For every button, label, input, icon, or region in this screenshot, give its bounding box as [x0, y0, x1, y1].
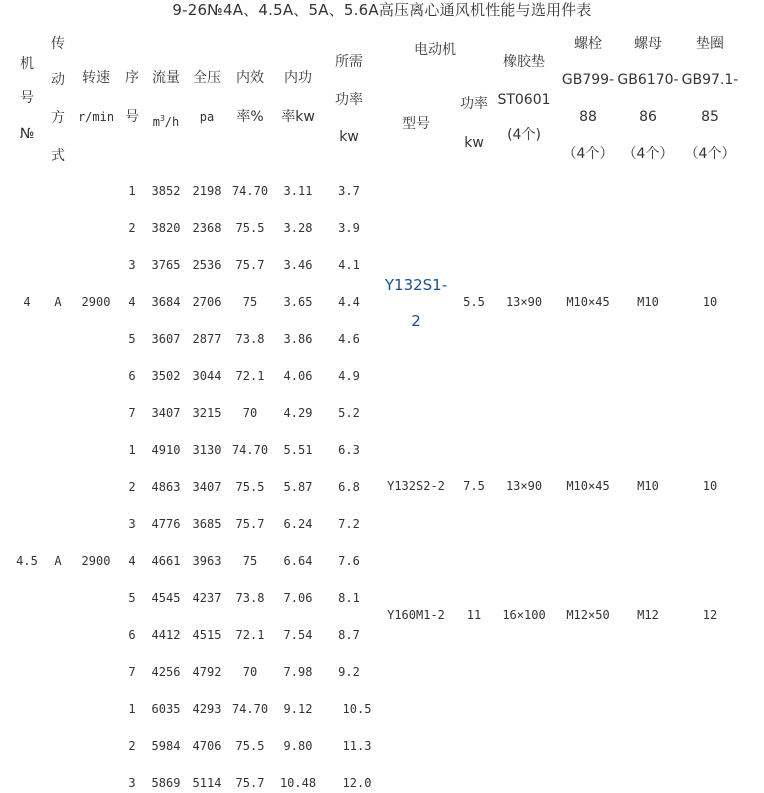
row-required-power: 10.5 [342, 702, 372, 716]
group-machine-no: 4 [23, 295, 31, 309]
motor-washer: 12 [702, 608, 718, 622]
header-pressure: 全压 [193, 70, 221, 86]
row-required-power: 4.4 [338, 295, 360, 309]
motor-rubber-pad: 13×90 [505, 479, 543, 493]
group-speed: 2900 [81, 295, 111, 309]
header-rubber-pad-0: 橡胶垫 [503, 54, 545, 70]
header-efficiency-1: 率% [236, 109, 264, 125]
motor-rubber-pad: 13×90 [505, 295, 543, 309]
motor-washer: 10 [702, 295, 718, 309]
header-washer-3: （4个） [684, 146, 736, 162]
row-efficiency: 70 [242, 665, 258, 679]
header-inner-power-1: 率kw [281, 109, 315, 125]
header-rubber-pad-1: ST0601 [497, 92, 551, 108]
header-efficiency-0: 内效 [236, 70, 264, 86]
row-seq: 2 [128, 480, 136, 494]
header-required-power-0: 所需 [335, 54, 363, 70]
header-nut-1: GB6170- [617, 72, 679, 88]
row-pressure: 2368 [192, 221, 222, 235]
table-title: 9-26№4A、4.5A、5A、5.6A高压离心通风机性能与选用件表 [172, 1, 592, 19]
row-pressure: 4515 [192, 628, 222, 642]
header-seq-1: 号 [125, 109, 139, 125]
header-motor-model: 型号 [402, 116, 430, 132]
row-required-power: 4.9 [338, 369, 360, 383]
row-efficiency: 75.7 [235, 517, 265, 531]
row-flow: 3852 [151, 184, 181, 198]
row-seq: 7 [128, 665, 136, 679]
row-required-power: 11.3 [342, 739, 372, 753]
row-required-power: 6.3 [338, 443, 360, 457]
row-pressure: 3215 [192, 406, 222, 420]
header-nut-3: （4个） [622, 146, 674, 162]
header-drive-mode-1: 动 [51, 72, 65, 88]
motor-power: 7.5 [463, 479, 485, 493]
row-flow: 3765 [151, 258, 181, 272]
motor-model: Y160M1-2 [387, 608, 445, 622]
row-flow: 5869 [151, 776, 181, 790]
row-inner-power: 7.06 [283, 591, 313, 605]
motor-nut: M10 [637, 479, 659, 493]
row-inner-power: 6.24 [283, 517, 313, 531]
row-inner-power: 3.11 [283, 184, 313, 198]
row-inner-power: 5.51 [283, 443, 313, 457]
row-seq: 7 [128, 406, 136, 420]
row-pressure: 4237 [192, 591, 222, 605]
row-inner-power: 3.86 [283, 332, 313, 346]
header-flow-unit: $m^3/h$ [152, 114, 180, 129]
header-speed: 转速 [82, 70, 110, 86]
row-pressure: 4706 [192, 739, 222, 753]
header-nut-0: 螺母 [634, 36, 662, 52]
row-pressure: 3044 [192, 369, 222, 383]
row-required-power: 6.8 [338, 480, 360, 494]
row-inner-power: 4.06 [283, 369, 313, 383]
row-flow: 3820 [151, 221, 181, 235]
row-flow: 4412 [151, 628, 181, 642]
header-machine-no-2: № [19, 126, 35, 142]
motor-bolt: M10×45 [566, 295, 610, 309]
row-required-power: 3.9 [338, 221, 360, 235]
row-flow: 3607 [151, 332, 181, 346]
header-required-power-1: 功率 [335, 92, 363, 108]
row-efficiency: 75.7 [235, 776, 265, 790]
row-seq: 4 [128, 554, 136, 568]
row-efficiency: 70 [242, 406, 258, 420]
row-required-power: 9.2 [338, 665, 360, 679]
header-drive-mode-0: 传 [51, 36, 65, 52]
row-required-power: 4.1 [338, 258, 360, 272]
row-required-power: 7.2 [338, 517, 360, 531]
motor-model-0: Y132S1- [384, 276, 448, 294]
row-seq: 3 [128, 776, 136, 790]
row-inner-power: 3.28 [283, 221, 313, 235]
header-washer-1: GB97.1- [681, 72, 739, 88]
row-pressure: 2706 [192, 295, 222, 309]
row-required-power: 8.1 [338, 591, 360, 605]
motor-nut: M10 [637, 295, 659, 309]
row-flow: 4863 [151, 480, 181, 494]
header-seq-0: 序 [125, 70, 139, 86]
motor-power: 11 [466, 608, 482, 622]
header-machine-no-1: 号 [20, 90, 34, 106]
row-efficiency: 75 [242, 295, 258, 309]
header-motor-power-0: 功率 [460, 96, 488, 112]
header-flow: 流量 [152, 70, 180, 86]
row-flow: 3502 [151, 369, 181, 383]
header-washer-0: 垫圈 [696, 36, 724, 52]
row-pressure: 4792 [192, 665, 222, 679]
row-seq: 5 [128, 591, 136, 605]
row-required-power: 7.6 [338, 554, 360, 568]
row-seq: 2 [128, 221, 136, 235]
motor-bolt: M12×50 [566, 608, 610, 622]
header-bolt-2: 88 [579, 109, 597, 125]
row-inner-power: 4.29 [283, 406, 313, 420]
header-drive-mode-2: 方 [51, 110, 65, 126]
row-flow: 4776 [151, 517, 181, 531]
row-efficiency: 73.8 [235, 591, 265, 605]
row-efficiency: 75.5 [235, 480, 265, 494]
row-efficiency: 72.1 [235, 369, 265, 383]
row-inner-power: 9.12 [283, 702, 313, 716]
row-flow: 4910 [151, 443, 181, 457]
row-efficiency: 75.7 [235, 258, 265, 272]
row-inner-power: 10.48 [279, 776, 317, 790]
row-efficiency: 75 [242, 554, 258, 568]
row-pressure: 3963 [192, 554, 222, 568]
row-seq: 1 [128, 184, 136, 198]
row-efficiency: 74.70 [231, 702, 269, 716]
row-efficiency: 75.5 [235, 221, 265, 235]
row-pressure: 5114 [192, 776, 222, 790]
motor-model-1: 2 [411, 312, 421, 330]
header-bolt-1: GB799- [561, 72, 615, 88]
row-inner-power: 3.65 [283, 295, 313, 309]
row-inner-power: 6.64 [283, 554, 313, 568]
header-inner-power-0: 内功 [284, 70, 312, 86]
motor-bolt: M10×45 [566, 479, 610, 493]
row-seq: 5 [128, 332, 136, 346]
row-flow: 4256 [151, 665, 181, 679]
row-seq: 1 [128, 443, 136, 457]
row-seq: 6 [128, 369, 136, 383]
row-required-power: 8.7 [338, 628, 360, 642]
header-nut-2: 86 [639, 109, 657, 125]
row-pressure: 2877 [192, 332, 222, 346]
row-seq: 2 [128, 739, 136, 753]
group-drive-mode: A [54, 295, 62, 309]
motor-power: 5.5 [463, 295, 485, 309]
row-seq: 6 [128, 628, 136, 642]
motor-nut: M12 [637, 608, 659, 622]
row-efficiency: 75.5 [235, 739, 265, 753]
row-flow: 3684 [151, 295, 181, 309]
header-speed-unit: r/min [77, 110, 115, 124]
row-flow: 6035 [151, 702, 181, 716]
motor-rubber-pad: 16×100 [502, 608, 546, 622]
header-bolt-0: 螺栓 [574, 36, 602, 52]
row-required-power: 5.2 [338, 406, 360, 420]
row-pressure: 2536 [192, 258, 222, 272]
row-flow: 4661 [151, 554, 181, 568]
header-motor-power-1: kw [464, 135, 484, 151]
row-efficiency: 73.8 [235, 332, 265, 346]
row-inner-power: 7.54 [283, 628, 313, 642]
row-pressure: 3685 [192, 517, 222, 531]
row-inner-power: 3.46 [283, 258, 313, 272]
header-bolt-3: （4个） [562, 146, 614, 162]
header-rubber-pad-2: (4个) [507, 127, 541, 143]
header-washer-2: 85 [701, 109, 719, 125]
motor-model: Y132S2-2 [387, 479, 445, 493]
row-pressure: 3130 [192, 443, 222, 457]
row-inner-power: 7.98 [283, 665, 313, 679]
header-motor: 电动机 [414, 42, 456, 58]
row-required-power: 3.7 [338, 184, 360, 198]
row-flow: 4545 [151, 591, 181, 605]
group-drive-mode: A [54, 554, 62, 568]
row-seq: 3 [128, 517, 136, 531]
row-required-power: 12.0 [342, 776, 372, 790]
header-machine-no-0: 机 [20, 56, 34, 72]
group-speed: 2900 [81, 554, 111, 568]
group-machine-no: 4.5 [16, 554, 38, 568]
motor-washer: 10 [702, 479, 718, 493]
row-seq: 1 [128, 702, 136, 716]
row-efficiency: 74.70 [231, 443, 269, 457]
row-pressure: 2198 [192, 184, 222, 198]
row-required-power: 4.6 [338, 332, 360, 346]
row-inner-power: 9.80 [283, 739, 313, 753]
row-efficiency: 72.1 [235, 628, 265, 642]
row-seq: 3 [128, 258, 136, 272]
row-flow: 5984 [151, 739, 181, 753]
row-inner-power: 5.87 [283, 480, 313, 494]
row-flow: 3407 [151, 406, 181, 420]
header-drive-mode-3: 式 [51, 148, 65, 164]
row-efficiency: 74.70 [231, 184, 269, 198]
header-pressure-unit: pa [199, 110, 215, 124]
header-required-power-2: kw [339, 129, 359, 145]
row-pressure: 3407 [192, 480, 222, 494]
row-seq: 4 [128, 295, 136, 309]
row-pressure: 4293 [192, 702, 222, 716]
